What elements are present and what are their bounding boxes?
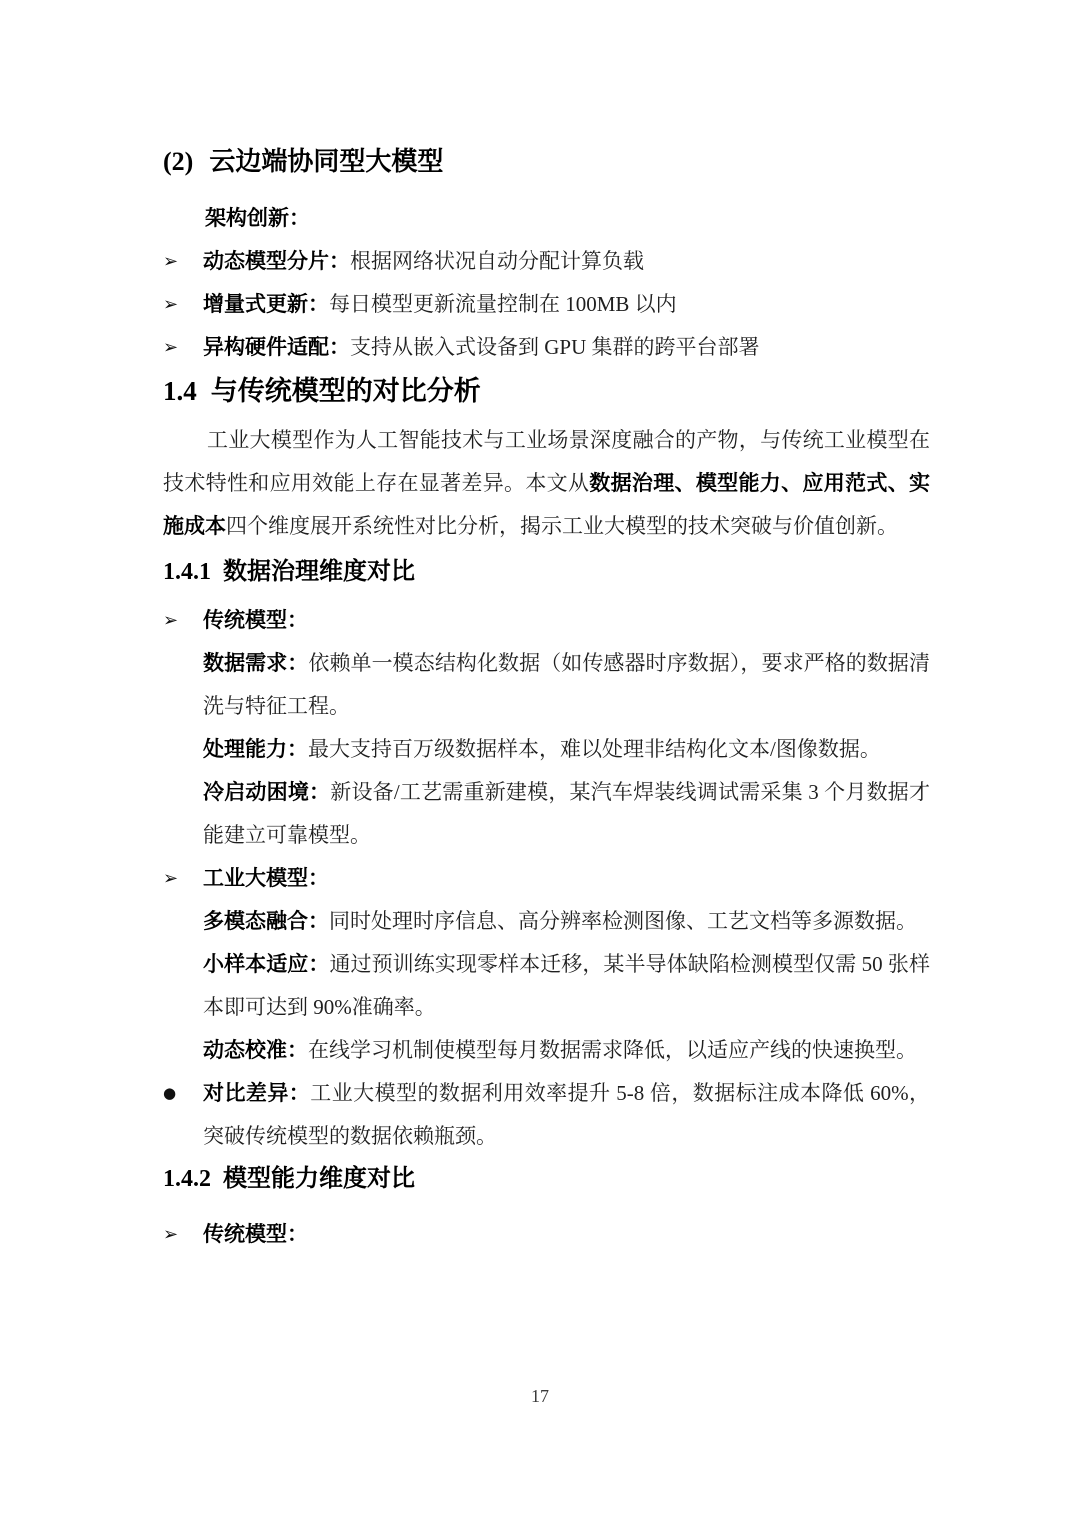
item-label: 对比差异：	[203, 1082, 311, 1105]
item-label: 工业大模型：	[203, 867, 329, 890]
section-title: 数据治理维度对比	[223, 558, 415, 585]
list-item	[163, 283, 930, 326]
paragraph-text: 四个维度展开系统性对比分析，揭示工业大模型的技术突破与价值创新。	[226, 514, 898, 538]
item-text: 新设备/工艺需重新建模，某汽车焊装线调试需采集 3 个月数据才能建立可靠模型。	[203, 780, 930, 847]
list-item	[163, 771, 930, 857]
page-number: 17	[531, 1386, 549, 1406]
item-label: 冷启动困境：	[203, 781, 331, 804]
section-number: 1.4	[163, 376, 197, 406]
item-text: 通过预训练实现零样本迁移，某半导体缺陷检测模型仅需 50 张样本即可达到 90%准确率。	[203, 952, 931, 1019]
item-label: 传统模型：	[203, 1223, 308, 1246]
item-label: 多模态融合：	[203, 910, 329, 933]
list-item	[163, 1072, 930, 1158]
item-label: 动态校准：	[203, 1039, 308, 1062]
arrow-bullet-icon: ➢	[163, 868, 179, 889]
section-heading-1-4-1	[163, 555, 930, 589]
item-text: 同时处理时序信息、高分辨率检测图像、工艺文档等多源数据。	[329, 909, 917, 933]
item-label: 处理能力：	[203, 738, 308, 761]
intro-paragraph	[163, 419, 930, 548]
paragraph-text: 工业大模型作为人工智能技术与工业场景深度融合的产物，与传统工业模型在技术特性和应用效能上存在显著差异。本文从	[163, 428, 930, 495]
item-label: 动态模型分片：	[203, 250, 350, 273]
list-item	[163, 326, 930, 369]
section-heading-1-4	[163, 373, 930, 409]
section-number: 1.4.2	[163, 1166, 211, 1192]
section-number: 1.4.1	[163, 559, 211, 585]
list-item	[163, 240, 930, 283]
model-capability-list	[163, 1213, 930, 1256]
item-text: 根据网络状况自动分配计算负载	[350, 249, 644, 273]
heading-title: 云边端协同型大模型	[209, 146, 444, 176]
arrow-bullet-icon: ➢	[163, 251, 179, 272]
heading-cloud-edge-model	[163, 143, 930, 180]
arrow-bullet-icon: ➢	[163, 610, 179, 631]
list-item	[163, 1213, 930, 1256]
paragraph-bold-terms: 数据治理、模型能力、应用范式、实施成本	[163, 472, 931, 538]
item-text: 支持从嵌入式设备到 GPU 集群的跨平台部署	[350, 335, 760, 359]
circle-bullet-icon: ●	[163, 1084, 177, 1102]
section-heading-1-4-2	[163, 1162, 930, 1196]
item-text: 每日模型更新流量控制在 100MB 以内	[329, 292, 677, 316]
list-item	[163, 900, 930, 943]
item-text: 依赖单一模态结构化数据（如传感器时序数据），要求严格的数据清洗与特征工程。	[203, 651, 931, 718]
item-label: 增量式更新：	[203, 293, 329, 316]
item-label: 小样本适应：	[203, 953, 330, 976]
data-governance-list	[163, 599, 930, 1158]
architecture-bullet-list	[163, 240, 930, 369]
architecture-innovation-label: 架构创新：	[205, 207, 310, 230]
section-title: 模型能力维度对比	[223, 1165, 415, 1192]
arrow-bullet-icon: ➢	[163, 1224, 179, 1245]
item-label: 异构硬件适配：	[203, 336, 350, 359]
list-item	[163, 943, 930, 1029]
item-label: 数据需求：	[203, 652, 309, 675]
heading-number: (2)	[163, 147, 194, 176]
list-item	[163, 728, 930, 771]
item-label: 传统模型：	[203, 609, 308, 632]
section-title: 与传统模型的对比分析	[210, 376, 481, 406]
item-text: 工业大模型的数据利用效率提升 5-8 倍，数据标注成本降低 60%，突破传统模型的数据依赖瓶颈。	[203, 1081, 931, 1148]
item-text: 在线学习机制使模型每月数据需求降低，以适应产线的快速换型。	[308, 1038, 917, 1062]
list-item	[163, 1029, 930, 1072]
arrow-bullet-icon: ➢	[163, 337, 179, 358]
arrow-bullet-icon: ➢	[163, 294, 179, 315]
list-item	[163, 599, 930, 642]
list-item	[163, 642, 930, 728]
list-item	[163, 857, 930, 900]
item-text: 最大支持百万级数据样本，难以处理非结构化文本/图像数据。	[308, 737, 881, 761]
